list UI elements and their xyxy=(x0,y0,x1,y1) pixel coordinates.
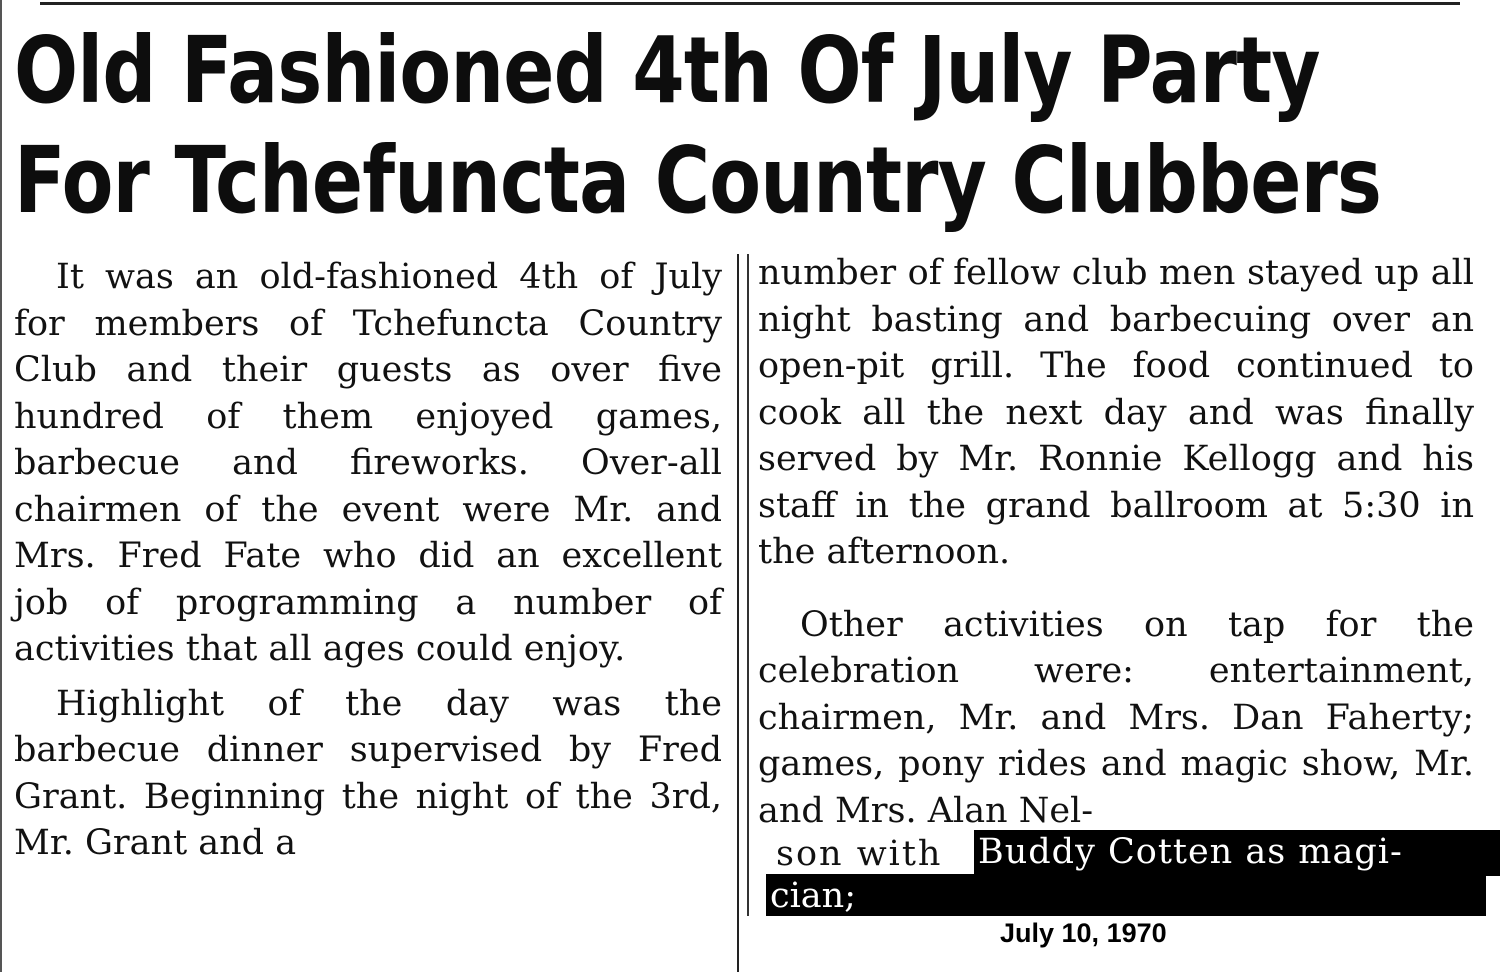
left-paragraph-2: Highlight of the day was the barbecue dinner supervised by Fred Grant. Beginning the night of the 3rd, Mr. Grant and a xyxy=(14,683,722,863)
right-paragraph-1: number of fellow club men stayed up all night basting and barbecuing over an open-pit grill. The food continued to cook all the next day and was finally served by Mr. Ronnie Kellogg and his staff in the grand ballroom at 5:30 in the afternoon. xyxy=(758,253,1474,572)
headline-line-2: For Tchefuncta Country Clubbers xyxy=(14,127,1382,234)
highlight-text-1: Buddy Cotten as magi- xyxy=(978,832,1403,872)
headline-line-1: Old Fashioned 4th Of July Party xyxy=(14,17,1320,124)
column-divider-secondary xyxy=(747,254,749,916)
right-column xyxy=(758,250,1474,834)
right-paragraph-2: Other activities on tap for the celebration were: entertainment, chairmen, Mr. and Mrs. Dan Faherty; games, pony rides and magic show, Mr. and Mrs. Alan Nel- xyxy=(758,604,1474,831)
left-column xyxy=(14,254,722,867)
left-paragraph-1: It was an old-fashioned 4th of July for members of Tchefuncta Country Club and their guests as over five hundred of them enjoyed games, barbecue and fireworks. Over-all chairmen of the event were Mr. and Mrs. Fred Fate who did an excellent job of programming a number of activities that all ages could enjoy. xyxy=(14,257,722,669)
top-rule xyxy=(40,2,1460,5)
highlight-text-2: cian; xyxy=(770,876,856,916)
dateline: July 10, 1970 xyxy=(1000,918,1167,948)
column-divider xyxy=(737,254,739,972)
headline xyxy=(14,16,1382,236)
left-edge-rule xyxy=(0,0,2,972)
highlight-box-2 xyxy=(766,874,1486,916)
right-tail-text: son with xyxy=(776,834,943,874)
